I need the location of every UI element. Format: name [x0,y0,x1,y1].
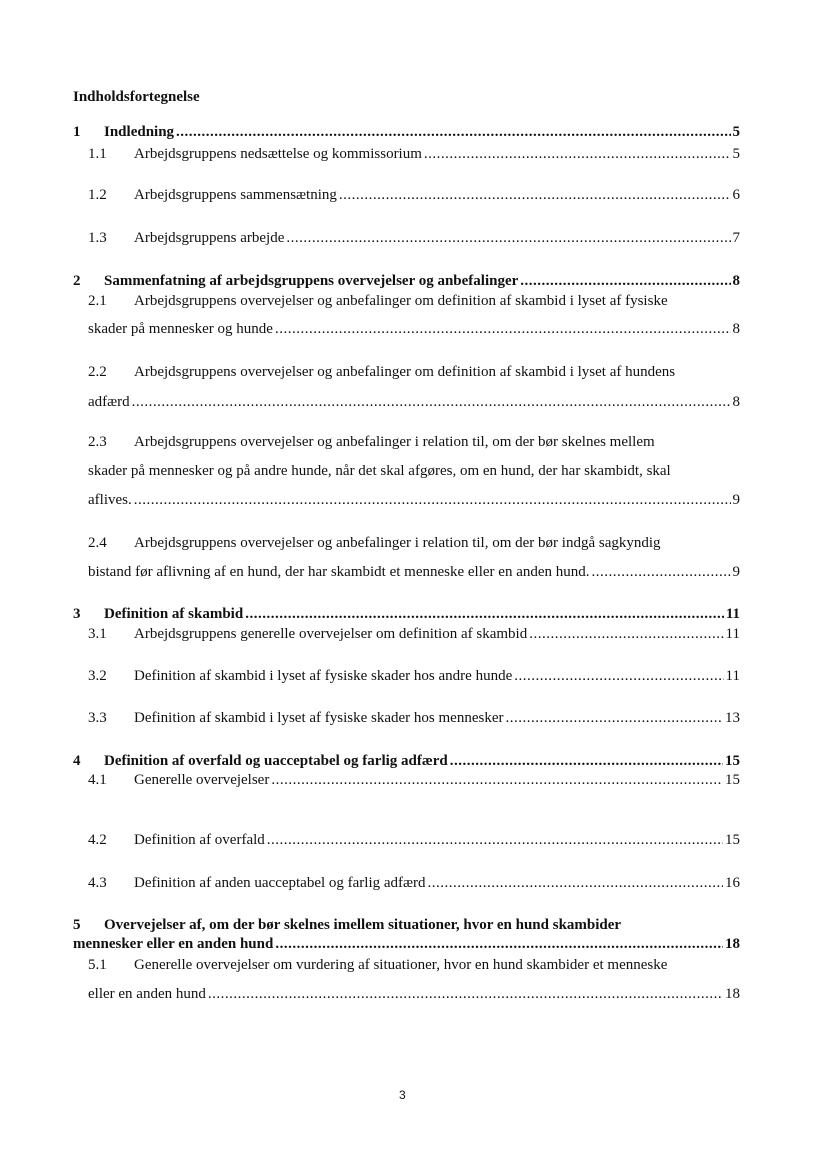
toc-entry-5-line2[interactable] [73,936,740,953]
entry-number: 1.3 [88,230,107,246]
entry-page: 11 [725,606,740,622]
entry-title: Definition af skambid i lyset af fysiske skader hos mennesker [134,710,504,726]
entry-number: 1 [73,124,81,140]
entry-title-line: mennesker eller en anden hund [73,936,274,952]
dot-leader [245,606,724,623]
entry-title: Indledning [104,124,175,140]
entry-page: 16 [725,875,740,891]
entry-number: 4 [73,753,81,769]
dot-leader [275,321,731,338]
page-number-footer: 3 [399,1088,406,1102]
toc-entry-2-4-line1[interactable] [88,535,661,552]
toc-entry-2-1-line2[interactable] [88,321,740,338]
toc-entry-2[interactable] [73,273,740,290]
toc-entry-5-line1[interactable] [73,917,621,934]
entry-title-line: Arbejdsgruppens overvejelser og anbefalinger om definition af skambid i lyset af fysiske [134,293,668,309]
entry-title-line: eller en anden hund [88,986,206,1002]
entry-page: 15 [725,832,740,848]
entry-page: 11 [725,626,740,642]
entry-number: 2.1 [88,293,107,309]
entry-title: Definition af skambid [104,606,244,622]
toc-entry-1-3[interactable] [88,230,740,247]
dot-leader [208,986,723,1003]
entry-number: 4.1 [88,772,107,788]
dot-leader [514,668,723,685]
entry-number: 5 [73,917,81,933]
dot-leader [520,273,730,290]
entry-number: 3 [73,606,81,622]
toc-entry-3-1[interactable] [88,626,740,643]
toc-entry-4[interactable] [73,753,740,770]
dot-leader [424,146,731,163]
toc-entry-4-3[interactable] [88,875,740,892]
dot-leader [286,230,730,247]
entry-number: 2.3 [88,434,107,450]
entry-page: 8 [732,321,740,337]
dot-leader [506,710,724,727]
entry-page: 7 [732,230,740,246]
entry-page: 6 [732,187,740,203]
entry-number: 2.4 [88,535,107,551]
entry-title: Arbejdsgruppens nedsættelse og kommissorium [134,146,422,162]
entry-number: 3.3 [88,710,107,726]
entry-page: 15 [725,753,740,769]
entry-title-line: skader på mennesker og på andre hunde, når det skal afgøres, om en hund, der har skambidt, skal [88,463,671,479]
entry-title-line: Generelle overvejelser om vurdering af situationer, hvor en hund skambider et menneske [134,957,668,973]
entry-number: 4.2 [88,832,107,848]
entry-title: Arbejdsgruppens sammensætning [134,187,337,203]
toc-entry-5-1-line1[interactable] [88,957,667,974]
entry-page: 13 [725,710,740,726]
dot-leader [592,564,731,581]
toc-entry-4-2[interactable] [88,832,740,849]
dot-leader [132,394,731,411]
entry-title: Definition af anden uacceptabel og farlig adfærd [134,875,426,891]
toc-entry-2-3-line1[interactable] [88,434,655,451]
entry-page: 8 [732,394,740,410]
dot-leader [176,124,730,141]
toc-entry-2-1-line1[interactable] [88,293,668,310]
entry-title-line: aflives. [88,492,132,508]
toc-entry-2-4-line2[interactable] [88,564,740,581]
toc-entry-3[interactable] [73,606,740,623]
entry-title-line: Arbejdsgruppens overvejelser og anbefalinger i relation til, om der bør indgå sagkyndig [134,535,661,551]
entry-title: Arbejdsgruppens generelle overvejelser om definition af skambid [134,626,528,642]
entry-title-line: skader på mennesker og hunde [88,321,273,337]
entry-number: 3.2 [88,668,107,684]
entry-page: 9 [732,564,740,580]
entry-page: 11 [725,668,740,684]
toc-entry-2-2-line2[interactable] [88,394,740,411]
entry-number: 2.2 [88,364,107,380]
entry-title: Arbejdsgruppens arbejde [134,230,285,246]
toc-entry-2-3-line3[interactable] [88,492,740,509]
entry-title-line: Arbejdsgruppens overvejelser og anbefalinger i relation til, om der bør skelnes mellem [134,434,655,450]
toc-entry-4-1[interactable] [88,772,740,789]
toc-heading: Indholdsfortegnelse [73,89,200,105]
dot-leader [529,626,723,643]
entry-number: 5.1 [88,957,107,973]
toc-entry-3-3[interactable] [88,710,740,727]
entry-title: Definition af overfald [134,832,265,848]
toc-entry-3-2[interactable] [88,668,740,685]
toc-entry-2-3-line2[interactable] [88,463,671,480]
toc-entry-1-2[interactable] [88,187,740,204]
entry-page: 18 [725,986,740,1002]
entry-page: 5 [732,146,740,162]
toc-entry-1-1[interactable] [88,146,740,163]
dot-leader [271,772,723,789]
toc-entry-1[interactable] [73,124,740,141]
entry-page: 5 [732,124,740,140]
entry-title: Definition af overfald og uacceptabel og farlig adfærd [104,753,448,769]
entry-title: Generelle overvejelser [134,772,270,788]
dot-leader [267,832,723,849]
entry-title: Definition af skambid i lyset af fysiske skader hos andre hunde [134,668,513,684]
entry-number: 3.1 [88,626,107,642]
dot-leader [339,187,731,204]
entry-number: 2 [73,273,81,289]
dot-leader [134,492,731,509]
entry-title-line: Arbejdsgruppens overvejelser og anbefalinger om definition af skambid i lyset af hundens [134,364,676,380]
entry-number: 1.2 [88,187,107,203]
entry-page: 9 [732,492,740,508]
dot-leader [275,936,723,953]
entry-page: 8 [732,273,740,289]
entry-title-line: adfærd [88,394,130,410]
entry-number: 4.3 [88,875,107,891]
entry-number: 1.1 [88,146,107,162]
dot-leader [428,875,723,892]
entry-page: 15 [725,772,740,788]
toc-entry-5-1-line2[interactable] [88,986,740,1003]
entry-page: 18 [725,936,740,952]
dot-leader [450,753,723,770]
toc-entry-2-2-line1[interactable] [88,364,675,381]
entry-title-line: Overvejelser af, om der bør skelnes imellem situationer, hvor en hund skambider [104,917,622,933]
entry-title: Sammenfatning af arbejdsgruppens overvejelser og anbefalinger [104,273,519,289]
entry-title-line: bistand før aflivning af en hund, der har skambidt et menneske eller en anden hund. [88,564,590,580]
